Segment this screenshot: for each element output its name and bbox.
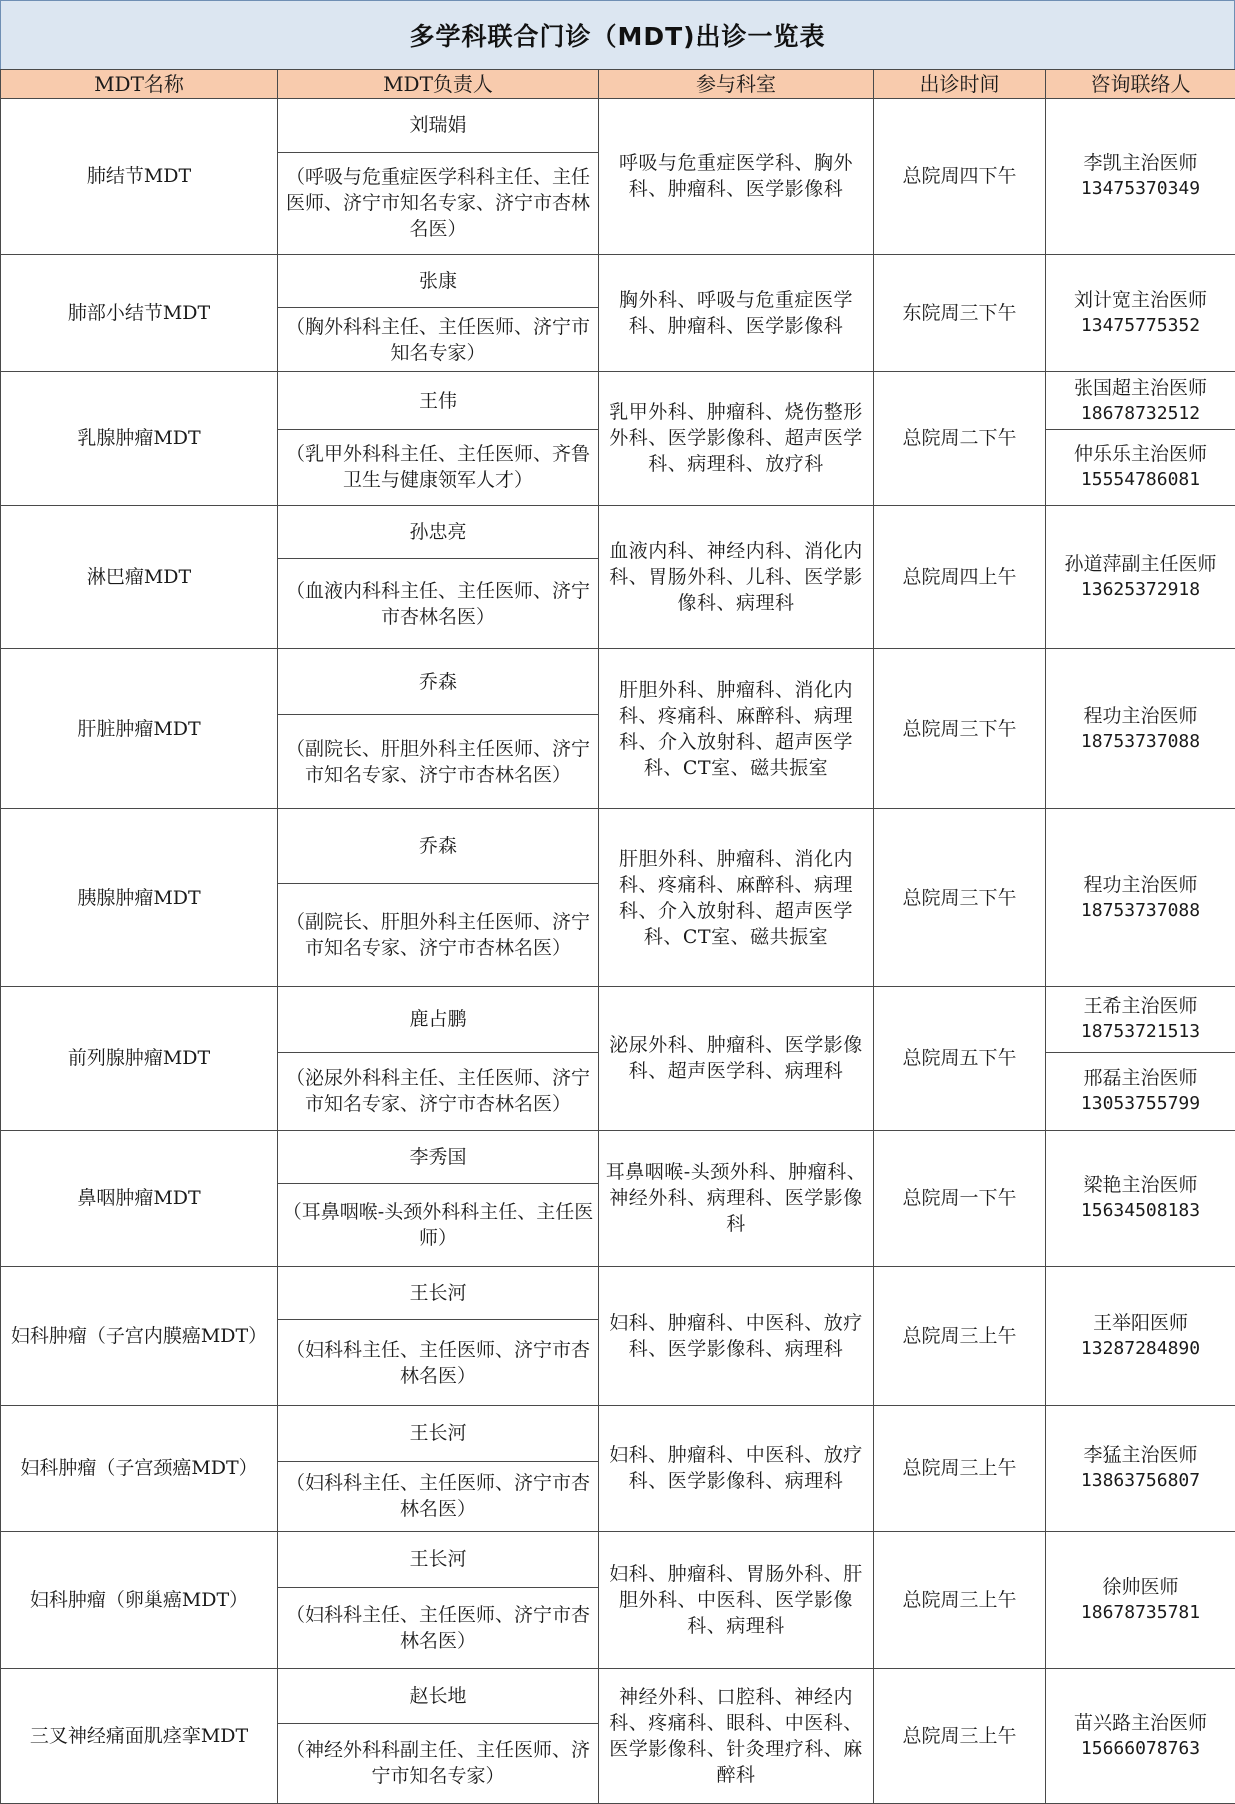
mdt-name-cell: 淋巴瘤MDT <box>1 505 278 649</box>
contact-name: 王举阳医师 <box>1092 1311 1188 1334</box>
mdt-name-cell: 妇科肿瘤（子宫颈癌MDT） <box>1 1405 278 1531</box>
contact-name: 梁艳主治医师 <box>1083 1174 1198 1197</box>
contact-phone: 13287284890 <box>1080 1337 1201 1359</box>
lead-title-cell: （呼吸与危重症医学科科主任、主任医师、济宁市知名专家、济宁市杏林名医） <box>278 152 599 254</box>
mdt-name-cell: 前列腺肿瘤MDT <box>1 987 278 1131</box>
departments-cell: 肝胆外科、肿瘤科、消化内科、疼痛科、麻醉科、病理科、介入放射科、超声医学科、CT室、磁共振室 <box>599 649 874 809</box>
contact-phone: 15634508183 <box>1080 1200 1201 1222</box>
clinic-time-cell: 总院周三上午 <box>874 1531 1046 1668</box>
contact-cell <box>1046 1130 1235 1266</box>
table-row <box>1 649 1235 715</box>
lead-title-cell: （副院长、肝胆外科主任医师、济宁市知名专家、济宁市杏林名医） <box>278 883 599 986</box>
lead-name-cell: 王长河 <box>278 1531 599 1587</box>
lead-name-cell: 王伟 <box>278 372 599 430</box>
contact-cell <box>1046 1668 1235 1803</box>
lead-title-cell: （泌尿外科科主任、主任医师、济宁市知名专家、济宁市杏林名医） <box>278 1052 599 1130</box>
table-row <box>1 1531 1235 1587</box>
contact-cell <box>1046 254 1235 371</box>
departments-cell: 呼吸与危重症医学科、胸外科、肿瘤科、医学影像科 <box>599 99 874 255</box>
contact-phone: 18678735781 <box>1080 1601 1201 1623</box>
table-row <box>1 1405 1235 1461</box>
lead-name-cell: 刘瑞娟 <box>278 99 599 153</box>
table-row <box>1 1668 1235 1723</box>
contact-name: 王希主治医师 <box>1083 995 1198 1018</box>
mdt-name-cell: 肺结节MDT <box>1 99 278 255</box>
table-row <box>1 254 1235 308</box>
header-lead: MDT负责人 <box>278 70 599 99</box>
departments-cell: 妇科、肿瘤科、中医科、放疗科、医学影像科、病理科 <box>599 1266 874 1405</box>
table-row <box>1 99 1235 153</box>
contact-phone: 13863756807 <box>1080 1470 1201 1492</box>
lead-name-cell: 孙忠亮 <box>278 505 599 559</box>
clinic-time-cell: 东院周三下午 <box>874 254 1046 371</box>
lead-title-cell: （乳甲外科科主任、主任医师、齐鲁卫生与健康领军人才） <box>278 430 599 506</box>
lead-name-cell: 鹿占鹏 <box>278 987 599 1053</box>
contact-cell <box>1046 505 1235 649</box>
contact-cell <box>1046 372 1235 430</box>
contact-phone: 18678732512 <box>1080 402 1201 424</box>
contact-name: 张国超主治医师 <box>1073 376 1207 399</box>
table-body <box>1 99 1235 1804</box>
contact-name: 刘计宽主治医师 <box>1073 288 1207 311</box>
header-time: 出诊时间 <box>874 70 1046 99</box>
contact-name: 李凯主治医师 <box>1083 152 1198 175</box>
departments-cell: 妇科、肿瘤科、胃肠外科、肝胆外科、中医科、医学影像科、病理科 <box>599 1531 874 1668</box>
contact-name: 程功主治医师 <box>1083 873 1198 896</box>
mdt-name-cell: 乳腺肿瘤MDT <box>1 372 278 506</box>
departments-cell: 乳甲外科、肿瘤科、烧伤整形外科、医学影像科、超声医学科、病理科、放疗科 <box>599 372 874 506</box>
contact-cell <box>1046 987 1235 1053</box>
lead-title-cell: （妇科科主任、主任医师、济宁市杏林名医） <box>278 1320 599 1406</box>
contact-name: 李猛主治医师 <box>1083 1444 1198 1467</box>
clinic-time-cell: 总院周四下午 <box>874 99 1046 255</box>
lead-title-cell: （副院长、肝胆外科主任医师、济宁市知名专家、济宁市杏林名医） <box>278 715 599 809</box>
clinic-time-cell: 总院周三上午 <box>874 1405 1046 1531</box>
departments-cell: 妇科、肿瘤科、中医科、放疗科、医学影像科、病理科 <box>599 1405 874 1531</box>
mdt-name-cell: 肝脏肿瘤MDT <box>1 649 278 809</box>
mdt-table <box>0 69 1235 1804</box>
lead-name-cell: 李秀国 <box>278 1130 599 1184</box>
contact-phone: 18753737088 <box>1080 899 1201 921</box>
contact-phone: 18753737088 <box>1080 730 1201 752</box>
lead-name-cell: 张康 <box>278 254 599 308</box>
contact-name: 邢磊主治医师 <box>1083 1067 1198 1090</box>
lead-title-cell: （血液内科科主任、主任医师、济宁市杏林名医） <box>278 559 599 649</box>
contact-name: 苗兴路主治医师 <box>1073 1711 1207 1734</box>
contact-name: 孙道萍副主任医师 <box>1064 553 1217 576</box>
contact-cell <box>1046 1052 1235 1130</box>
clinic-time-cell: 总院周三下午 <box>874 649 1046 809</box>
table-row <box>1 987 1235 1053</box>
departments-cell: 血液内科、神经内科、消化内科、胃肠外科、儿科、医学影像科、病理科 <box>599 505 874 649</box>
lead-title-cell: （妇科科主任、主任医师、济宁市杏林名医） <box>278 1461 599 1531</box>
header-departments: 参与科室 <box>599 70 874 99</box>
contact-phone: 13475370349 <box>1080 178 1201 200</box>
contact-phone: 15666078763 <box>1080 1737 1201 1759</box>
header-mdt-name: MDT名称 <box>1 70 278 99</box>
clinic-time-cell: 总院周一下午 <box>874 1130 1046 1266</box>
departments-cell: 胸外科、呼吸与危重症医学科、肿瘤科、医学影像科 <box>599 254 874 371</box>
lead-name-cell: 乔森 <box>278 649 599 715</box>
lead-name-cell: 王长河 <box>278 1266 599 1320</box>
table-row <box>1 1130 1235 1184</box>
clinic-time-cell: 总院周三下午 <box>874 809 1046 987</box>
clinic-time-cell: 总院周四上午 <box>874 505 1046 649</box>
contact-phone: 15554786081 <box>1080 469 1201 491</box>
table-row <box>1 505 1235 559</box>
lead-title-cell: （神经外科科副主任、主任医师、济宁市知名专家） <box>278 1723 599 1803</box>
contact-cell <box>1046 99 1235 255</box>
contact-phone: 18753721513 <box>1080 1021 1201 1043</box>
table-row <box>1 809 1235 884</box>
lead-name-cell: 王长河 <box>278 1405 599 1461</box>
lead-title-cell: （耳鼻咽喉-头颈外科科主任、主任医师） <box>278 1184 599 1266</box>
contact-name: 徐帅医师 <box>1102 1575 1179 1598</box>
header-row <box>1 70 1235 99</box>
clinic-time-cell: 总院周三上午 <box>874 1668 1046 1803</box>
table-row <box>1 1266 1235 1320</box>
departments-cell: 耳鼻咽喉-头颈外科、肿瘤科、神经外科、病理科、医学影像科 <box>599 1130 874 1266</box>
page-title: 多学科联合门诊（MDT)出诊一览表 <box>0 0 1235 70</box>
lead-name-cell: 赵长地 <box>278 1668 599 1723</box>
clinic-time-cell: 总院周二下午 <box>874 372 1046 506</box>
contact-cell <box>1046 649 1235 809</box>
contact-name: 程功主治医师 <box>1083 704 1198 727</box>
mdt-name-cell: 胰腺肿瘤MDT <box>1 809 278 987</box>
contact-phone: 13625372918 <box>1080 579 1201 601</box>
lead-name-cell: 乔森 <box>278 809 599 884</box>
table-row <box>1 372 1235 430</box>
contact-phone: 13475775352 <box>1080 314 1201 336</box>
contact-phone: 13053755799 <box>1080 1093 1201 1115</box>
lead-title-cell: （妇科科主任、主任医师、济宁市杏林名医） <box>278 1587 599 1668</box>
header-contact: 咨询联络人 <box>1046 70 1235 99</box>
departments-cell: 神经外科、口腔科、神经内科、疼痛科、眼科、中医科、医学影像科、针灸理疗科、麻醉科 <box>599 1668 874 1803</box>
contact-name: 仲乐乐主治医师 <box>1073 443 1207 466</box>
mdt-name-cell: 三叉神经痛面肌痉挛MDT <box>1 1668 278 1803</box>
mdt-name-cell: 妇科肿瘤（子宫内膜癌MDT） <box>1 1266 278 1405</box>
contact-cell <box>1046 430 1235 506</box>
departments-cell: 泌尿外科、肿瘤科、医学影像科、超声医学科、病理科 <box>599 987 874 1131</box>
clinic-time-cell: 总院周五下午 <box>874 987 1046 1131</box>
mdt-name-cell: 鼻咽肿瘤MDT <box>1 1130 278 1266</box>
mdt-name-cell: 妇科肿瘤（卵巢癌MDT） <box>1 1531 278 1668</box>
contact-cell <box>1046 1531 1235 1668</box>
contact-cell <box>1046 809 1235 987</box>
contact-cell <box>1046 1266 1235 1405</box>
mdt-name-cell: 肺部小结节MDT <box>1 254 278 371</box>
clinic-time-cell: 总院周三上午 <box>874 1266 1046 1405</box>
departments-cell: 肝胆外科、肿瘤科、消化内科、疼痛科、麻醉科、病理科、介入放射科、超声医学科、CT室、磁共振室 <box>599 809 874 987</box>
contact-cell <box>1046 1405 1235 1531</box>
lead-title-cell: （胸外科科主任、主任医师、济宁市知名专家） <box>278 308 599 372</box>
